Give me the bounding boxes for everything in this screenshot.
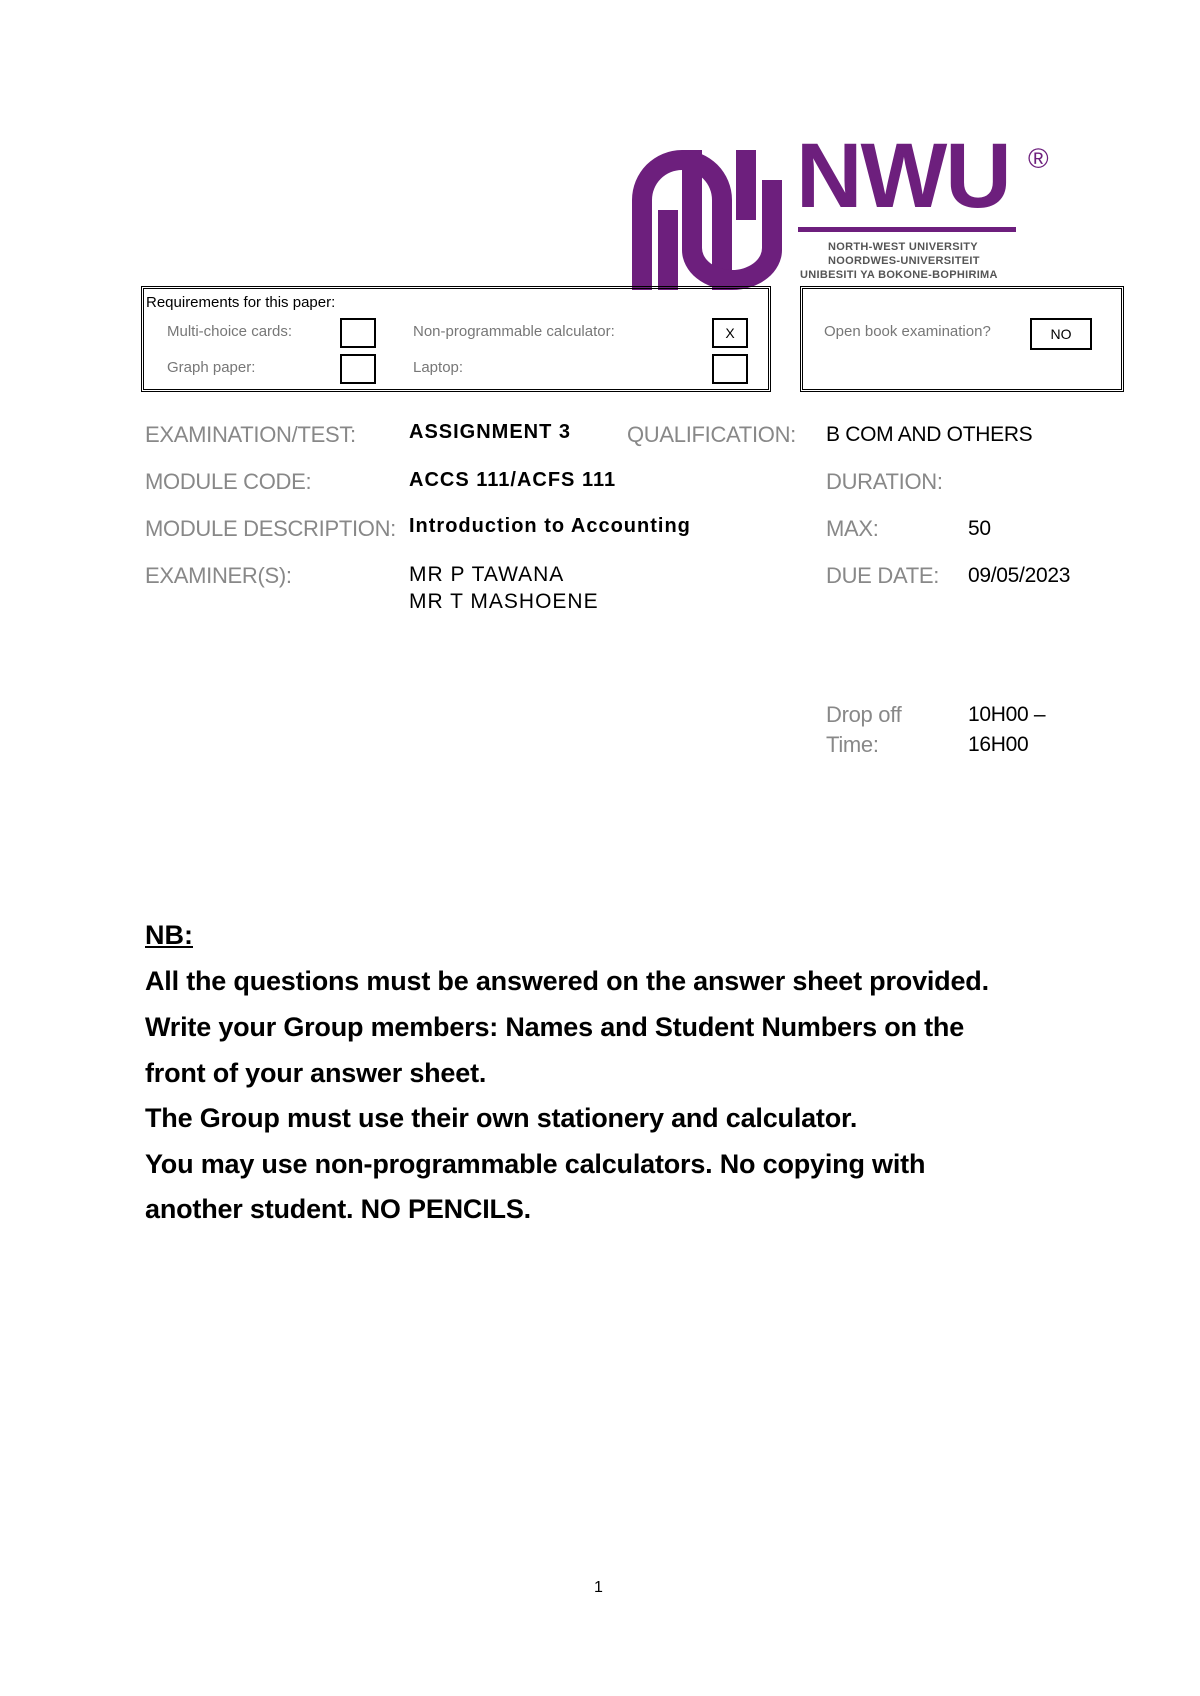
laptop-label: Laptop: [413,359,464,376]
duration-label: DURATION: [826,469,943,494]
module-description-value: Introduction to Accounting [409,515,691,537]
nb-line: another student. NO PENCILS. [145,1194,531,1224]
drop-off-start: 10H00 – [968,703,1046,726]
calculator-label: Non-programmable calculator: [413,323,615,340]
multi-choice-label: Multi-choice cards: [167,323,293,340]
drop-off-end: 16H00 [968,733,1029,756]
logo-subtitle-setswana: UNIBESITI YA BOKONE-BOPHIRIMA [800,269,998,281]
exam-value: ASSIGNMENT 3 [409,421,572,443]
logo-subtitle-english: NORTH-WEST UNIVERSITY [828,241,978,253]
graph-paper-checkbox[interactable] [340,354,376,384]
drop-off-time-label: Time: [826,732,879,757]
graph-paper-label: Graph paper: [167,359,256,376]
due-date-label: DUE DATE: [826,563,940,588]
nwu-emblem-icon [628,140,788,290]
due-date-value: 09/05/2023 [968,564,1071,587]
module-code-value: ACCS 111/ACFS 111 [409,469,617,491]
requirements-title: Requirements for this paper: [146,294,336,311]
page-number: 1 [594,1579,603,1596]
nb-line: All the questions must be answered on the answer sheet provided. [145,966,989,996]
max-value: 50 [968,517,991,540]
open-book-label: Open book examination? [824,323,991,340]
multi-choice-checkbox[interactable] [340,318,376,348]
module-description-label: MODULE DESCRIPTION: [145,516,396,541]
examiner-1: MR P TAWANA [409,563,565,586]
nb-line: front of your answer sheet. [145,1058,487,1088]
registered-mark: ® [1028,143,1049,174]
calculator-checkbox[interactable]: X [712,318,748,348]
open-book-value: NO [1030,318,1092,350]
nb-heading: NB: [145,920,193,950]
logo-subtitle-afrikaans: NOORDWES-UNIVERSITEIT [828,255,980,267]
examiners-label: EXAMINER(S): [145,563,292,588]
exam-label: EXAMINATION/TEST: [145,422,356,447]
logo-divider [798,227,1016,232]
drop-off-label: Drop off [826,702,902,727]
module-code-label: MODULE CODE: [145,469,312,494]
max-label: MAX: [826,516,879,541]
qualification-label: QUALIFICATION: [627,422,796,447]
nb-line: You may use non-programmable calculators. No copying with [145,1149,926,1179]
laptop-checkbox[interactable] [712,354,748,384]
qualification-value: B COM AND OTHERS [826,423,1033,446]
logo-wordmark: NWU [796,125,1010,227]
nb-line: The Group must use their own stationery and calculator. [145,1103,858,1133]
examiner-2: MR T MASHOENE [409,590,599,613]
nb-line: Write your Group members: Names and Student Numbers on the [145,1012,965,1042]
